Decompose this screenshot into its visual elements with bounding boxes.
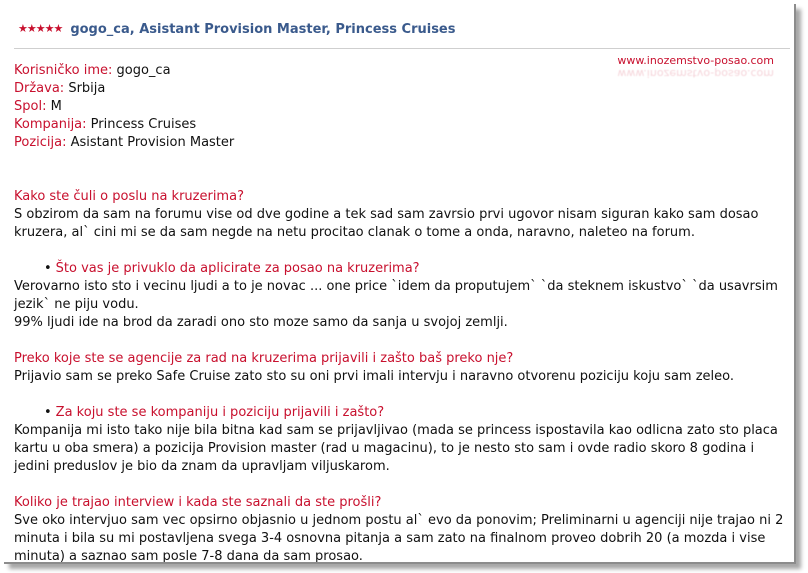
answer: S obzirom da sam na forumu vise od dve godine a tek sad sam zavrsio prvi ugovor nisam siguran kako sam dosao kruzera, al` cini mi se da sam negde na netu procitao clanak o tome a onda, naravno, naleteo na forum. (14, 207, 759, 240)
header-divider (14, 48, 790, 49)
profile-value: Asistant Provision Master (70, 135, 235, 150)
profile-row (14, 134, 786, 152)
rating-stars: ★★★★★ (18, 22, 63, 35)
bullet-icon: • (44, 261, 52, 276)
answer: 99% ljudi ide na brod da zaradi ono sto moze samo da sanja u svojoj zemlji. (14, 315, 508, 330)
answer: Prijavio sam se preko Safe Cruise zato sto su oni prvi imali intervju i naravno otvorenu poziciju koju sam zeleo. (14, 369, 735, 384)
interview-header (18, 22, 455, 37)
interview-title: gogo_ca, Asistant Provision Master, Princess Cruises (70, 22, 456, 37)
interview-panel (4, 4, 796, 564)
profile-label: Korisničko ime: (14, 63, 113, 78)
question: Kako ste čuli o poslu na kruzerima? (14, 189, 244, 204)
answer: Sve oko intervjuo sam vec opsirno objasnio u jednom postu al` evo da ponovim; Preliminarni u agenciji nije trajao ni 2 minuta i bila su mi postavljena svega 3-4 osnovna pitanja a sam zato na finalnom proveo dobrih 20 (a mozda i vise minuta) a saznao sam posle 7-8 dana da sam prosao. (14, 513, 784, 564)
profile-label: Država: (14, 81, 65, 96)
question: Što vas je privuklo da aplicirate za posao na kruzerima? (55, 261, 420, 276)
question: Za koju ste se kompaniju i poziciju prijavili i zašto? (55, 405, 385, 420)
question: Koliko je trajao interview i kada ste saznali da ste prošli? (14, 495, 382, 510)
answer: Kompanija mi isto tako nije bila bitna kad sam se prijavljivao (mada se princess ispostavila kao odlicna zato sto placa kartu u oba smera) a pozicija Provision master (rad u magacinu), to je nesto sto sam i ovde radio skoro 8 godina i jedini preduslov je bio da znam da upravljam viljuskarom. (14, 423, 778, 474)
interview-content (14, 62, 786, 564)
profile-label: Kompanija: (14, 117, 87, 132)
watermark: www.inozemstvo-posao.com (617, 54, 774, 67)
question-bullet (14, 404, 786, 422)
question-bullet (14, 260, 786, 278)
bullet-icon: • (44, 405, 52, 420)
profile-value: gogo_ca (116, 63, 171, 78)
profile-row (14, 98, 786, 116)
watermark-reflection: www.inozemstvo-posao.com (617, 67, 774, 80)
question: Preko koje ste se agencije za rad na kruzerima prijavili i zašto baš preko nje? (14, 351, 514, 366)
profile-row (14, 62, 786, 80)
profile-value: Princess Cruises (90, 117, 197, 132)
profile-row (14, 80, 786, 98)
answer: Verovarno isto sto i vecinu ljudi a to je novac ... one price `idem da proputujem` `da steknem iskustvo` `da usavrsim jezik` ne piju vodu. (14, 279, 778, 312)
profile-info (14, 62, 786, 152)
profile-value: Srbija (68, 81, 106, 96)
profile-label: Pozicija: (14, 135, 67, 150)
profile-row (14, 116, 786, 134)
profile-label: Spol: (14, 99, 47, 114)
profile-value: M (50, 99, 62, 114)
